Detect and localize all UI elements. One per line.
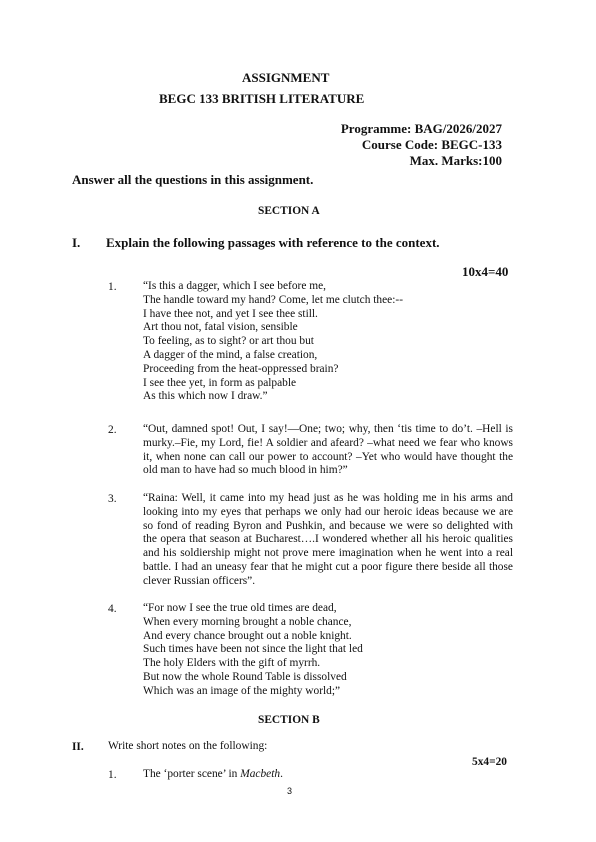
passage-1: [143, 280, 403, 404]
note-1-text-part: The ‘porter scene’ in: [143, 768, 241, 780]
passage-line: As this which now I draw.”: [143, 390, 268, 403]
instruction-text: Answer all the questions in this assignment.: [72, 172, 314, 187]
passage-3-number: 3.: [108, 493, 117, 505]
passage-line: But now the whole Round Table is dissolved: [143, 670, 347, 683]
passage-line: When every morning brought a noble chance,: [143, 615, 352, 628]
passage-line: “For now I see the true old times are dead,: [143, 602, 337, 614]
passage-line: Which was an image of the mighty world;”: [143, 684, 341, 697]
question-1-number: I.: [72, 235, 81, 250]
section-a-heading: SECTION A: [258, 205, 320, 217]
passage-4-number: 4.: [108, 603, 117, 615]
question-2-number: II.: [72, 741, 84, 753]
question-2-text: Write short notes on the following:: [108, 740, 268, 752]
course-title: BEGC 133 BRITISH LITERATURE: [159, 91, 365, 106]
passage-3: “Raina: Well, it came into my head just as he was holding me in his arms and looking into my eyes that perhaps we only had our heroic ideas because we are so fond of reading Byron and Pushkin, and because we were so delighted with the opera that season at Bucharest….I wondered whether all his heroic qualities and his soldiership might not prove mere imagination when he went into a real battle. I had an uneasy fear that he might cut a poor figure there beside all those clever Russian officers”.: [143, 492, 513, 587]
passage-line: And every chance brought out a noble knight.: [143, 629, 352, 642]
passage-line: Art thou not, fatal vision, sensible: [143, 321, 298, 334]
passage-line: I have thee not, and yet I see thee still.: [143, 307, 318, 320]
passage-1-number: 1.: [108, 281, 117, 293]
note-1-number: 1.: [108, 769, 117, 781]
passage-line: Proceeding from the heat-oppressed brain?: [143, 362, 339, 375]
passage-line: Such times have been not since the light that led: [143, 643, 363, 656]
passage-4: [143, 602, 363, 699]
note-1-text-end: .: [280, 768, 283, 780]
course-code-label: Course Code: BEGC-133: [361, 137, 502, 152]
passage-2: “Out, damned spot! Out, I say!—One; two; why, then ‘tis time to do’t. –Hell is murky.–Fie, my Lord, fie! A soldier and afeard? –what need we fear who knows it, when none can call our power to account? –Yet who would have thought the old man to have had so much blood in him?”: [143, 423, 513, 477]
question-1-text: Explain the following passages with reference to the context.: [106, 235, 440, 250]
note-1-italic-title: Macbeth: [240, 768, 281, 780]
passage-line: I see thee yet, in form as palpable: [143, 376, 297, 389]
programme-label: Programme: BAG/2026/2027: [340, 121, 502, 136]
page-number: 3: [287, 786, 293, 796]
section-b-heading: SECTION B: [258, 714, 320, 726]
passage-line: To feeling, as to sight? or art thou but: [143, 335, 314, 348]
passage-line: The holy Elders with the gift of myrrh.: [143, 657, 321, 670]
passage-line: A dagger of the mind, a false creation,: [143, 348, 318, 361]
passage-line: “Is this a dagger, which I see before me,: [143, 280, 326, 292]
section-b-marks: 5x4=20: [472, 756, 507, 768]
passage-2-number: 2.: [108, 424, 117, 436]
note-1-text: [143, 768, 283, 780]
max-marks-label: Max. Marks:100: [409, 153, 502, 168]
assignment-title: ASSIGNMENT: [242, 70, 330, 85]
section-a-marks: 10x4=40: [462, 264, 509, 279]
passage-line: The handle toward my hand? Come, let me clutch thee:--: [143, 293, 403, 306]
